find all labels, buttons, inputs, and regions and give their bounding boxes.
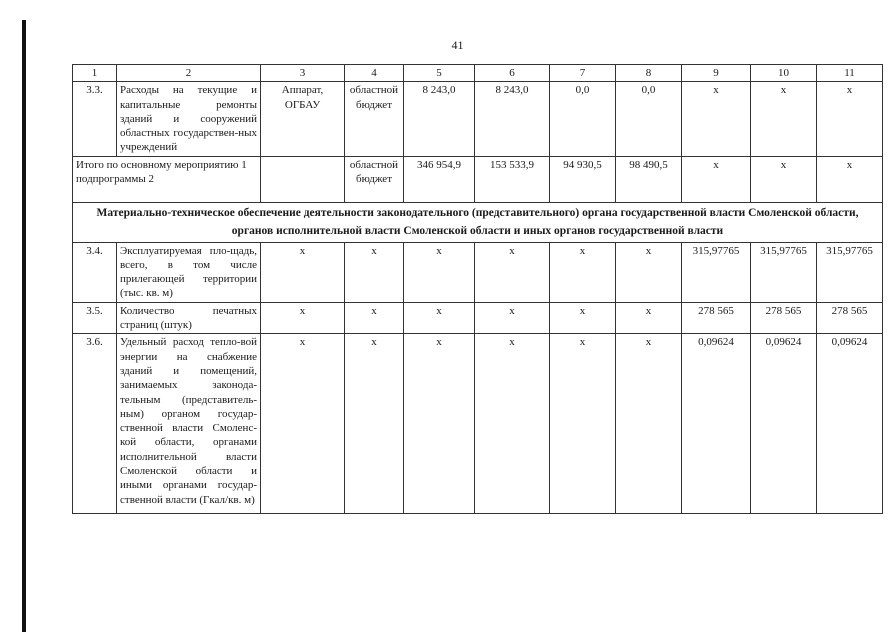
col-num: 8 [616,65,682,82]
col-num: 6 [475,65,550,82]
x-cell: х [475,334,550,514]
binder-edge-line [22,20,26,632]
table-row [73,82,883,156]
row-name: Эксплуатируемая пло-щадь, всего, в том числе прилегающей территории (тыс. кв. м) [117,242,261,302]
row-name: Количество печатных страниц (штук) [117,302,261,334]
indicator-cell: х [682,82,751,156]
x-cell: х [261,242,345,302]
x-cell: х [345,334,404,514]
x-cell: х [550,242,616,302]
total-cell: 346 954,9 [404,156,475,202]
table-row [73,334,883,514]
row-name: Удельный расход тепло-вой энергии на снабжение зданий и помещений, занимаемых законода-тельным (представитель-ным) органом государ-ственной власти Смоленс-кой области, органами исполнительной власти Смоленской области и иными органами государ-ственной власти (Гкал/кв. м) [117,334,261,514]
year3-cell: 0,0 [616,82,682,156]
empty-cell [261,156,345,202]
x-cell: х [345,242,404,302]
indicator-value: 278 565 [682,302,751,334]
x-cell: х [616,302,682,334]
col-num: 3 [261,65,345,82]
section-title-line-2: органов исполнительной власти Смоленской области и иных органов государственной власти [231,225,724,238]
year2-cell: 94 930,5 [550,156,616,202]
indicator-cell: х [751,156,817,202]
indicator-value: 278 565 [751,302,817,334]
indicator-value: 0,09624 [682,334,751,514]
col-num: 7 [550,65,616,82]
indicator-cell: х [817,82,883,156]
col-num: 10 [751,65,817,82]
col-num: 2 [117,65,261,82]
year1-cell: 8 243,0 [475,82,550,156]
x-cell: х [404,302,475,334]
col-num: 11 [817,65,883,82]
year3-cell: 98 490,5 [616,156,682,202]
indicator-value: 315,97765 [751,242,817,302]
x-cell: х [616,242,682,302]
total-row [73,156,883,202]
indicator-cell: х [751,82,817,156]
table-row [73,242,883,302]
executor-cell: Аппарат, ОГБАУ [261,82,345,156]
indicator-value: 0,09624 [817,334,883,514]
indicator-cell: х [682,156,751,202]
source-cell: областной бюджет [345,156,404,202]
program-table [72,64,883,514]
x-cell: х [616,334,682,514]
column-numbers-row [73,65,883,82]
col-num: 1 [73,65,117,82]
total-cell: 8 243,0 [404,82,475,156]
x-cell: х [404,242,475,302]
row-number: 3.5. [73,302,117,334]
year2-cell: 0,0 [550,82,616,156]
section-title-line-1: Материально-техническое обеспечение деятельности законодательного (представительного) органа государственной власти Смоленской области, [96,206,859,219]
indicator-cell: х [817,156,883,202]
col-num: 5 [404,65,475,82]
section-title [73,202,883,242]
row-name: Расходы на текущие и капитальные ремонты зданий и сооружений областных государствен-ных учреждений [117,82,261,156]
indicator-value: 0,09624 [751,334,817,514]
x-cell: х [475,302,550,334]
page-number: 41 [451,38,464,52]
indicator-value: 315,97765 [682,242,751,302]
year1-cell: 153 533,9 [475,156,550,202]
x-cell: х [345,302,404,334]
total-label: Итого по основному мероприятию 1 подпрограммы 2 [73,156,261,202]
x-cell: х [404,334,475,514]
x-cell: х [475,242,550,302]
row-number: 3.4. [73,242,117,302]
row-number: 3.3. [73,82,117,156]
col-num: 9 [682,65,751,82]
indicator-value: 315,97765 [817,242,883,302]
section-header-row [73,202,883,242]
x-cell: х [550,302,616,334]
source-cell: областной бюджет [345,82,404,156]
col-num: 4 [345,65,404,82]
table-row [73,302,883,334]
row-number: 3.6. [73,334,117,514]
x-cell: х [261,334,345,514]
indicator-value: 278 565 [817,302,883,334]
x-cell: х [261,302,345,334]
x-cell: х [550,334,616,514]
